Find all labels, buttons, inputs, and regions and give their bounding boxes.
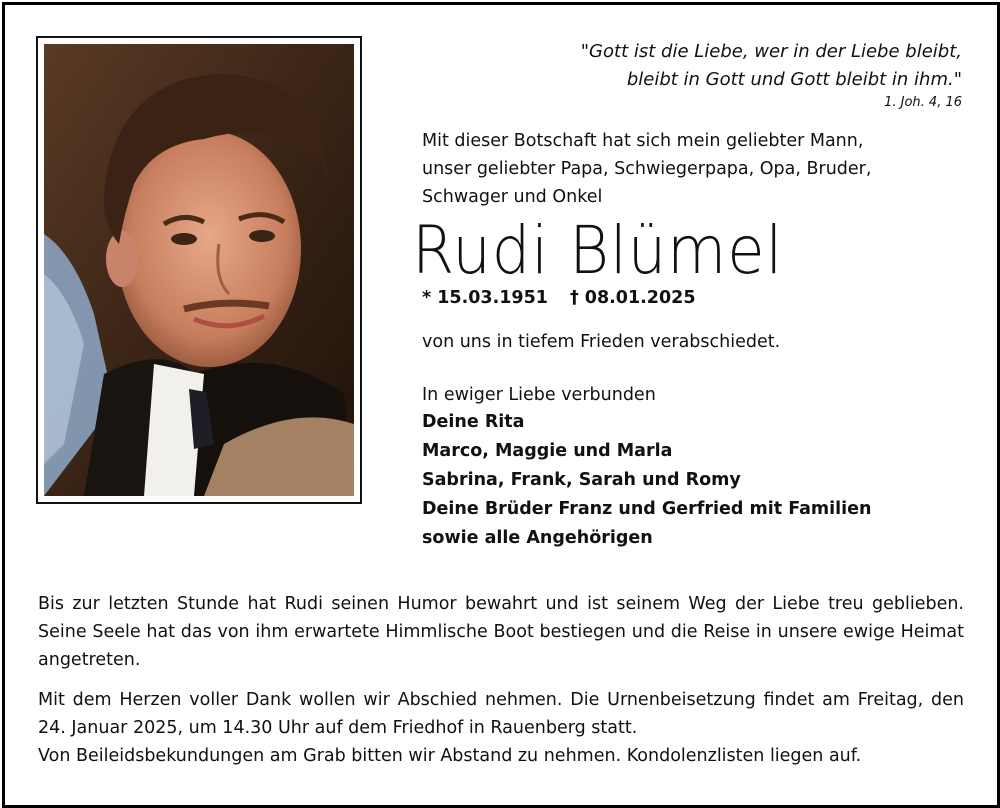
signoff-text: In ewiger Liebe verbunden bbox=[422, 385, 656, 405]
funeral-paragraph bbox=[38, 686, 964, 770]
intro-line-2: unser geliebter Papa, Schwiegerpapa, Opa, Bruder, bbox=[422, 159, 872, 179]
mourner-line: Deine Rita bbox=[422, 412, 525, 432]
intro-text bbox=[422, 127, 942, 211]
intro-line-3: Schwager und Onkel bbox=[422, 187, 603, 207]
quote-line-2: bleibt in Gott und Gott bleibt in ihm." bbox=[626, 69, 962, 90]
condolence-note: Von Beileidsbekundungen am Grab bitten wir Abstand zu nehmen. Kondolenzlisten liegen auf. bbox=[38, 746, 862, 766]
mourner-line: sowie alle Angehörigen bbox=[422, 528, 653, 548]
birth-date: * 15.03.1951 bbox=[422, 288, 548, 308]
portrait-photo bbox=[44, 44, 354, 496]
portrait-image bbox=[44, 44, 354, 496]
deceased-name: Rudi Blümel bbox=[412, 212, 784, 289]
quote-reference: 1. Joh. 4, 16 bbox=[884, 95, 962, 110]
funeral-details: Mit dem Herzen voller Dank wollen wir Abschied nehmen. Die Urnenbeisetzung findet am Freitag, den 24. Januar 2025, um 14.30 Uhr auf dem Friedhof in Rauenberg statt. bbox=[38, 690, 964, 738]
mourners-list bbox=[422, 408, 872, 553]
mourner-line: Sabrina, Frank, Sarah und Romy bbox=[422, 470, 741, 490]
mourner-line: Marco, Maggie und Marla bbox=[422, 441, 673, 461]
portrait-frame bbox=[36, 36, 362, 504]
humor-paragraph: Bis zur letzten Stunde hat Rudi seinen Humor bewahrt und ist seinem Weg der Liebe treu geblieben. Seine Seele hat das von ihm erwartete Himmlische Boot bestiegen und die Reise in unsere ewige Heimat angetreten. bbox=[38, 594, 964, 670]
intro-line-1: Mit dieser Botschaft hat sich mein geliebter Mann, bbox=[422, 131, 864, 151]
farewell-text: von uns in tiefem Frieden verabschiedet. bbox=[422, 332, 781, 352]
life-dates bbox=[422, 288, 696, 308]
death-date: † 08.01.2025 bbox=[569, 288, 696, 308]
quote-line-1: "Gott ist die Liebe, wer in der Liebe bleibt, bbox=[580, 41, 962, 62]
bible-quote bbox=[532, 38, 962, 94]
mourner-line: Deine Brüder Franz und Gerfried mit Familien bbox=[422, 499, 872, 519]
